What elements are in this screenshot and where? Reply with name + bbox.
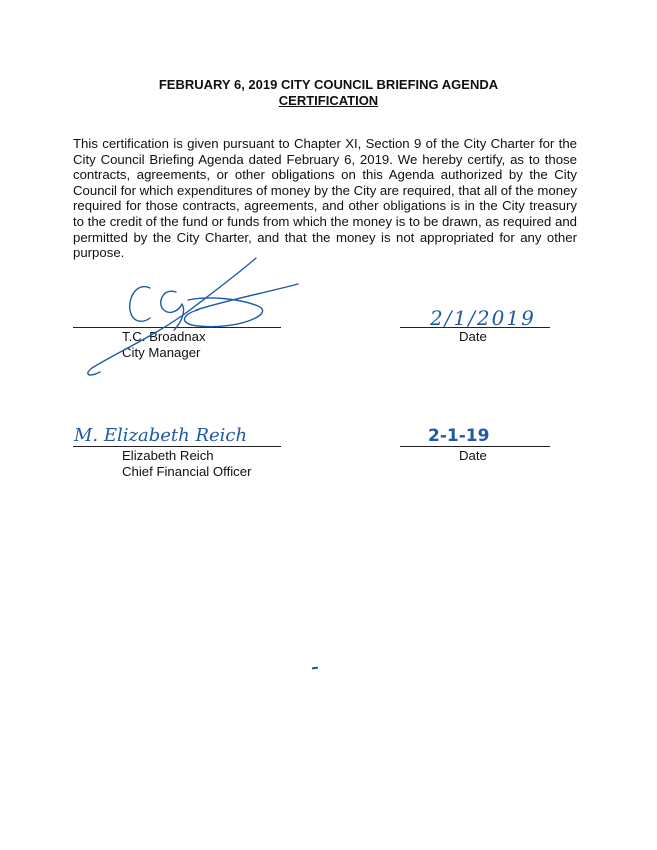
city-manager-signature-scribble xyxy=(78,248,318,388)
cfo-title: Chief Financial Officer xyxy=(122,464,252,479)
signature-line-cfo xyxy=(73,446,281,447)
agenda-title: FEBRUARY 6, 2019 CITY COUNCIL BRIEFING AGENDA xyxy=(158,77,499,92)
city-manager-date-label: Date xyxy=(459,329,487,344)
ink-speck xyxy=(312,667,318,670)
cfo-handwritten-date: 2-1-19 xyxy=(428,426,490,446)
city-manager-name: T.C. Broadnax xyxy=(122,329,206,344)
agenda-header xyxy=(0,77,657,109)
certification-paragraph: This certification is given pursuant to Chapter XI, Section 9 of the City Charter for the City Council Briefing Agenda dated February 6, 2019. We hereby certify, as to those contracts, agreements, or other obligations on this Agenda authorized by the City Council for which expenditures of money by the City are required, that all of the money required for those contracts, agreements, and other obligations is in the City treasury to the credit of the fund or funds from which the money is to be drawn, as required and permitted by the City Charter, and that the money is not appropriated for any other purpose. xyxy=(73,136,577,261)
city-manager-handwritten-date: 2/1/2019 xyxy=(430,306,536,330)
cfo-handwritten-signature: M. Elizabeth Reich xyxy=(74,425,248,446)
city-manager-title: City Manager xyxy=(122,345,201,360)
cfo-name: Elizabeth Reich xyxy=(122,448,214,463)
cfo-date-label: Date xyxy=(459,448,487,463)
date-line-cfo xyxy=(400,446,550,447)
certification-heading: CERTIFICATION xyxy=(278,93,379,108)
